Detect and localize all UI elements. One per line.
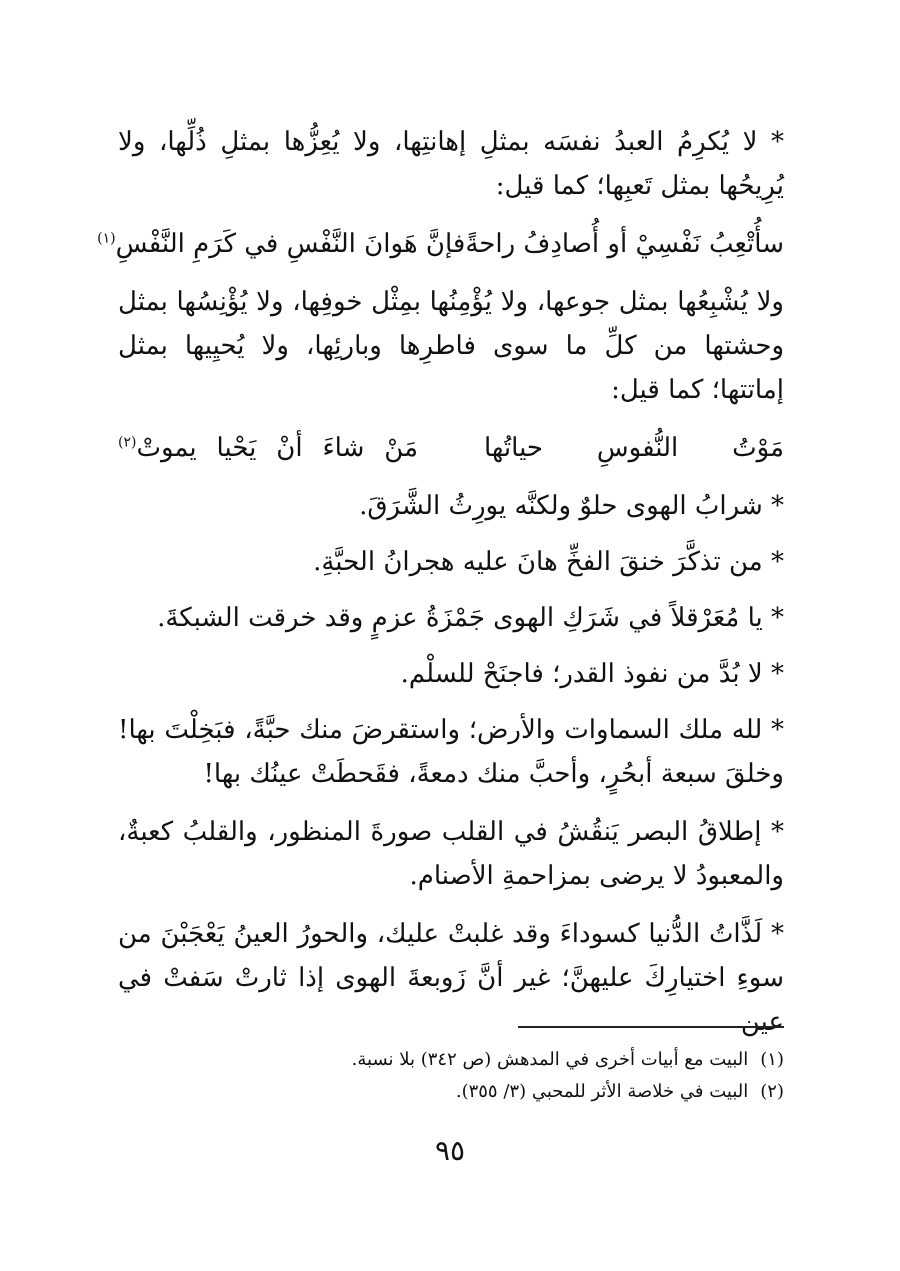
paragraph: * إطلاقُ البصر يَنقُشُ في القلب صورةَ المنظور، والقلبُ كعبةٌ، والمعبودُ لا يرضى بمزاحمةِ الأصنام. — [118, 817, 784, 891]
footnote-reference: (٢) — [118, 434, 137, 451]
verse-text: سأُتْعِبُ نَفْسِيْ أو أُصادِفُ راحةً — [465, 229, 784, 259]
verse-word: شاءَ — [322, 433, 365, 463]
verse-word: يموتْ — [136, 433, 197, 463]
paragraph: * لله ملك السماوات والأرض؛ واستقرضَ منك حبَّةً، فبَخِلْتَ بها! وخلقَ سبعة أبحُرٍ، وأحبَّ منك دمعةً، فقَحطَتْ عينُك بها! — [118, 715, 784, 789]
footnote-text: البيت في خلاصة الأثر للمحبي (٣/ ٣٥٥). — [455, 1081, 749, 1102]
verse-first-hemistich — [465, 222, 784, 266]
verse-word: مَوْتُ — [732, 433, 784, 463]
paragraph: ولا يُشْبِعُها بمثل جوعها، ولا يُؤْمِنُها بمِثْل خوفِها، ولا يُؤْنِسُها بمثل وحشتها من كلِّ ما سوى فاطرِها وبارئِها، ولا يُحيِيها بمثل إماتتها؛ كما قيل: — [118, 287, 784, 405]
footnote — [118, 1044, 784, 1076]
verse-line — [118, 426, 784, 470]
verse-word: النُّفوسِ — [596, 433, 679, 463]
paragraph: * شرابُ الهوى حلوٌ ولكنَّه يورِثُ الشَّرَقَ. — [359, 491, 784, 521]
verse-line — [97, 222, 784, 266]
footnote-reference: (١) — [97, 230, 116, 247]
footnote-number: (١) — [760, 1049, 784, 1070]
footnote-divider — [518, 1026, 784, 1028]
verse-text: فإنَّ هَوانَ النَّفْسِ في كَرَمِ النَّفْسِ — [115, 229, 466, 259]
verse-word: أنْ — [276, 433, 303, 463]
verse-word: حياتُها — [484, 433, 543, 463]
verse-word-with-ref — [118, 426, 197, 470]
footnote-text: البيت مع أبيات أخرى في المدهش (ص ٣٤٢) بلا نسبة. — [351, 1049, 749, 1070]
paragraph: * لا يُكرِمُ العبدُ نفسَه بمثلِ إهانتِها، ولا يُعِزُّها بمثلِ ذُلِّها، ولا يُرِيحُها بمثل تَعبِها؛ كما قيل: — [118, 127, 784, 201]
verse-first-hemistich — [484, 426, 784, 470]
footnote-number: (٢) — [760, 1081, 784, 1102]
verse-word: يَحْيا — [216, 433, 257, 463]
paragraph: * لَذَّاتُ الدُّنيا كسوداءَ وقد غلبتْ عليك، والحورُ العينُ يَعْجَبْنَ من سوءِ اختيارِكَ عليهنَّ؛ غير أنَّ زَوبعةَ الهوى إذا ثارتْ سَفتْ في عين — [118, 919, 784, 1037]
footnotes — [118, 1026, 784, 1108]
main-text — [97, 120, 784, 1058]
verse-word: مَنْ — [384, 433, 418, 463]
verse-second-hemistich — [97, 222, 465, 266]
paragraph: * من تذكَّرَ خنقَ الفخِّ هانَ عليه هجرانُ الحبَّةِ. — [313, 547, 784, 577]
paragraph: * لا بُدَّ من نفوذ القدر؛ فاجنَحْ للسلْم. — [400, 659, 784, 689]
page-number: ٩٥ — [434, 1134, 466, 1167]
paragraph: * يا مُعَرْقلاً في شَرَكِ الهوى جَمْزَةُ عزمٍ وقد خرقت الشبكةَ. — [157, 603, 784, 633]
verse-second-hemistich — [118, 426, 418, 470]
footnote — [118, 1076, 784, 1108]
